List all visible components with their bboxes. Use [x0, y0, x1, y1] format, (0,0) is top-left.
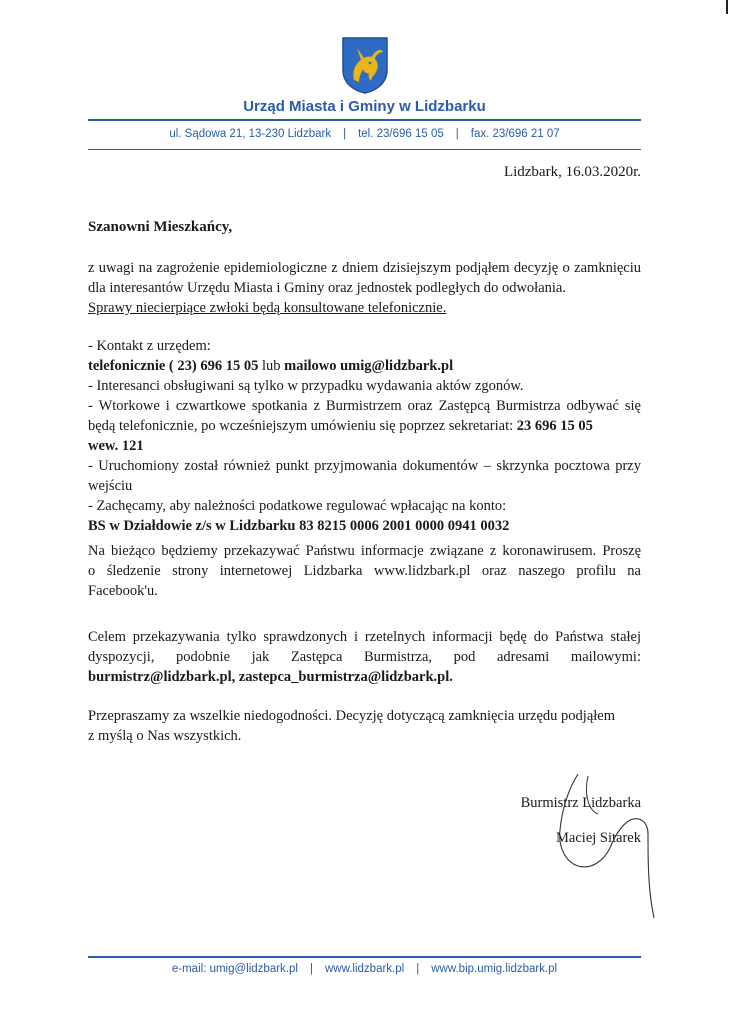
- mayor-emails-text: burmistrz@lidzbark.pl, zastepca_burmistrza@lidzbark.pl.: [88, 669, 453, 685]
- footer-email: e-mail: umig@lidzbark.pl: [171, 963, 298, 975]
- list-item: [88, 436, 641, 456]
- intro-line-underlined: Sprawy niecierpiące zwłoki będą konsultowane telefonicznie.: [88, 300, 447, 316]
- header-contact-line: [0, 128, 729, 140]
- fax-text: fax. 23/696 21 07: [470, 128, 560, 140]
- contact-label: - Kontakt z urzędem:: [88, 338, 211, 354]
- info-line: Na bieżąco będziemy przekazywać Państwu informacje związane z koronawirusem. Proszę: [88, 543, 641, 559]
- closing-paragraph: [88, 706, 641, 746]
- secretariat-extension: wew. 121: [88, 438, 144, 454]
- signature-title: Burmistrz Lidzbarka: [520, 795, 641, 811]
- intro-line: dla interesantów Urzędu Miasta i Gminy oraz jednostek podległych do odwołania.: [88, 280, 566, 296]
- contact-or: lub: [258, 358, 285, 374]
- separator: |: [343, 128, 347, 140]
- bank-account-text: BS w Działdowie z/s w Lidzbarku 83 8215 0006 2001 0000 0941 0032: [88, 518, 510, 534]
- signature-name: Maciej Sitarek: [556, 830, 641, 846]
- phone-text: tel. 23/696 15 05: [358, 128, 444, 140]
- coat-of-arms-icon: [341, 36, 389, 94]
- list-item-text: będą telefonicznie, po wcześniejszym umówieniu się poprzez sekretariat:: [88, 418, 517, 434]
- list-item: - Zachęcamy, aby należności podatkowe regulować wpłacając na konto:: [88, 498, 507, 514]
- handwritten-signature: [548, 770, 668, 925]
- separator: |: [455, 128, 459, 140]
- address-text: ul. Sądowa 21, 13-230 Lidzbark: [169, 128, 332, 140]
- info-line: o śledzenie strony internetowej Lidzbarka www.lidzbark.pl oraz naszego profilu na: [88, 563, 641, 579]
- footer-contact-line: [0, 963, 729, 975]
- mayor-contact-emails: [88, 667, 641, 687]
- separator: |: [416, 963, 420, 975]
- intro-paragraph: [88, 258, 641, 318]
- footer-bip: www.bip.umig.lidzbark.pl: [431, 963, 558, 975]
- list-item: - Wtorkowe i czwartkowe spotkania z Burmistrzem oraz Zastępcą Burmistrza odbywać się: [88, 398, 641, 414]
- bank-account: [88, 516, 641, 536]
- list-item: - Uruchomiony został również punkt przyjmowania dokumentów – skrzynka pocztowa przy: [88, 458, 641, 474]
- secretariat-phone: 23 696 15 05: [516, 418, 593, 434]
- footer-website: www.lidzbark.pl: [324, 963, 405, 975]
- list-item: [88, 416, 641, 436]
- contact-email: mailowo umig@lidzbark.pl: [284, 358, 454, 374]
- mayor-contact-paragraph: [88, 627, 641, 687]
- closing-line: z myślą o Nas wszystkich.: [88, 728, 242, 744]
- contact-details: [88, 356, 641, 376]
- contact-phone: telefonicznie ( 23) 696 15 05: [88, 358, 259, 374]
- organization-name: Urząd Miasta i Gminy w Lidzbarku: [243, 98, 486, 115]
- info-paragraph: [88, 541, 641, 601]
- list-item: wejściu: [88, 478, 133, 494]
- separator: |: [309, 963, 313, 975]
- intro-line: z uwagi na zagrożenie epidemiologiczne z dniem dzisiejszym podjąłem decyzję o zamknięciu: [88, 260, 641, 276]
- greeting: Szanowni Mieszkańcy,: [88, 219, 233, 235]
- header-contact-divider: [88, 149, 641, 150]
- list-item: - Interesanci obsługiwani są tylko w przypadku wydawania aktów zgonów.: [88, 378, 524, 394]
- letter-date: Lidzbark, 16.03.2020r.: [503, 164, 641, 180]
- info-line: Facebook'u.: [88, 583, 158, 599]
- contact-list: [88, 336, 641, 536]
- header-divider: [88, 119, 641, 121]
- mayor-contact-line: Celem przekazywania tylko sprawdzonych i rzetelnych informacji będę do Państwa stałej: [88, 629, 641, 645]
- footer-divider: [88, 956, 641, 958]
- page-edge-mark: [726, 0, 728, 14]
- mayor-contact-line: dyspozycji, podobnie jak Zastępca Burmistrza, pod adresami mailowymi:: [88, 649, 641, 665]
- closing-line: Przepraszamy za wszelkie niedogodności. Decyzję dotyczącą zamknięcia urzędu podjąłem: [88, 708, 615, 724]
